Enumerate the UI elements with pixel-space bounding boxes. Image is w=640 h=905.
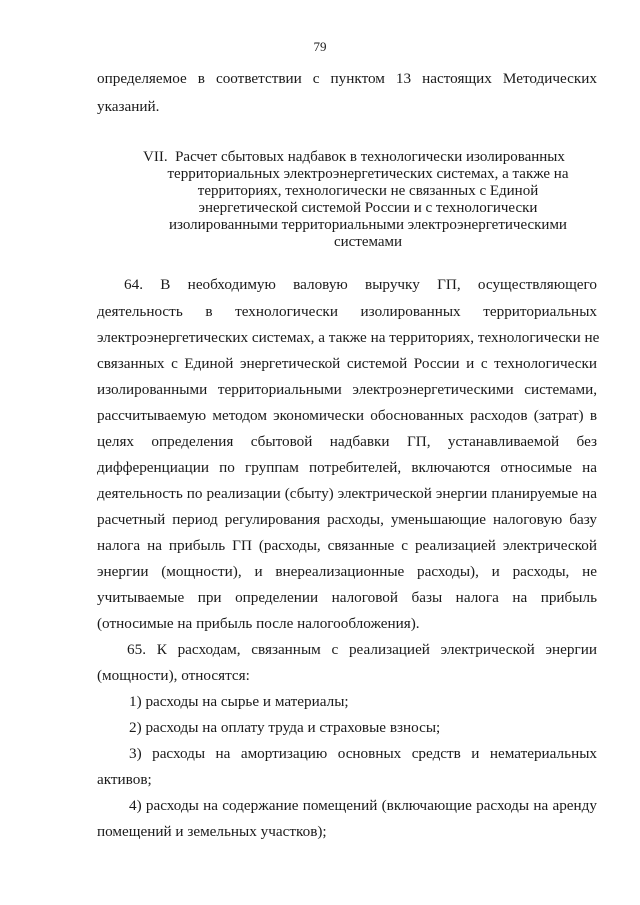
paragraph-64-line-3: электроэнергетических системах, а также на территориях, технологически не [97, 329, 600, 346]
section-heading-line-2: территориальных электроэнергетических системах, а также на [167, 166, 569, 182]
section-heading-line-6: системами [333, 234, 403, 250]
paragraph-64-line-2: деятельность в технологически изолированных территориальных [97, 303, 597, 320]
paragraph-64-line-11: налога на прибыль ГП (расходы, связанные с реализацией электрической [97, 537, 597, 554]
list-item-3-line-2: активов; [97, 771, 152, 788]
page-number: 79 [313, 39, 327, 54]
section-heading-line-4: энергетической системой России и с технологически [198, 200, 538, 216]
section-heading-line-1 [143, 149, 599, 166]
section-heading-line-3: территориях, технологически не связанных с Единой [197, 183, 539, 199]
paragraph-64-line-10: расчетный период регулирования расходы, уменьшающие налоговую базу [97, 511, 597, 528]
paragraph-64-line-7: целях определения сбытовой надбавки ГП, устанавливаемой без [97, 433, 597, 450]
intro-line-2: указаний. [97, 98, 160, 115]
section-title-line: Расчет сбытовых надбавок в технологически изолированных [175, 149, 565, 165]
paragraph-64-line-6: рассчитываемую методом экономически обоснованных расходов (затрат) в [97, 407, 597, 424]
paragraph-64-line-14: (относимые на прибыль после налогообложения). [97, 615, 420, 632]
list-item-4-line-1: 4) расходы на содержание помещений (включающие расходы на аренду [129, 797, 597, 814]
paragraph-64-line-12: энергии (мощности), и внереализационные расходы), и расходы, не [97, 563, 597, 580]
paragraph-65-line-1: 65. К расходам, связанным с реализацией электрической энергии [127, 641, 597, 658]
list-item-3-line-1: 3) расходы на амортизацию основных средств и нематериальных [129, 745, 597, 762]
paragraph-64-line-1: 64. В необходимую валовую выручку ГП, осуществляющего [124, 276, 597, 293]
section-number: VII. [143, 149, 168, 165]
paragraph-64-line-8: дифференциации по группам потребителей, включаются относимые на [97, 459, 597, 476]
paragraph-64-line-9: деятельность по реализации (сбыту) электрической энергии планируемые на [97, 485, 597, 502]
paragraph-64-line-5: изолированными территориальными электроэнергетическими системами, [97, 381, 597, 398]
list-item-1: 1) расходы на сырье и материалы; [129, 693, 349, 710]
list-item-2: 2) расходы на оплату труда и страховые взносы; [129, 719, 441, 736]
paragraph-65-line-2: (мощности), относятся: [97, 667, 250, 684]
list-item-4-line-2: помещений и земельных участков); [97, 823, 327, 840]
paragraph-64-line-4: связанных с Единой энергетической системой России и с технологически [97, 355, 597, 372]
intro-line-1: определяемое в соответствии с пунктом 13 настоящих Методических [97, 70, 597, 87]
paragraph-64-line-13: учитываемые при определении налоговой базы налога на прибыль [97, 589, 597, 606]
section-heading-line-5: изолированными территориальными электроэнергетическими [169, 217, 567, 233]
